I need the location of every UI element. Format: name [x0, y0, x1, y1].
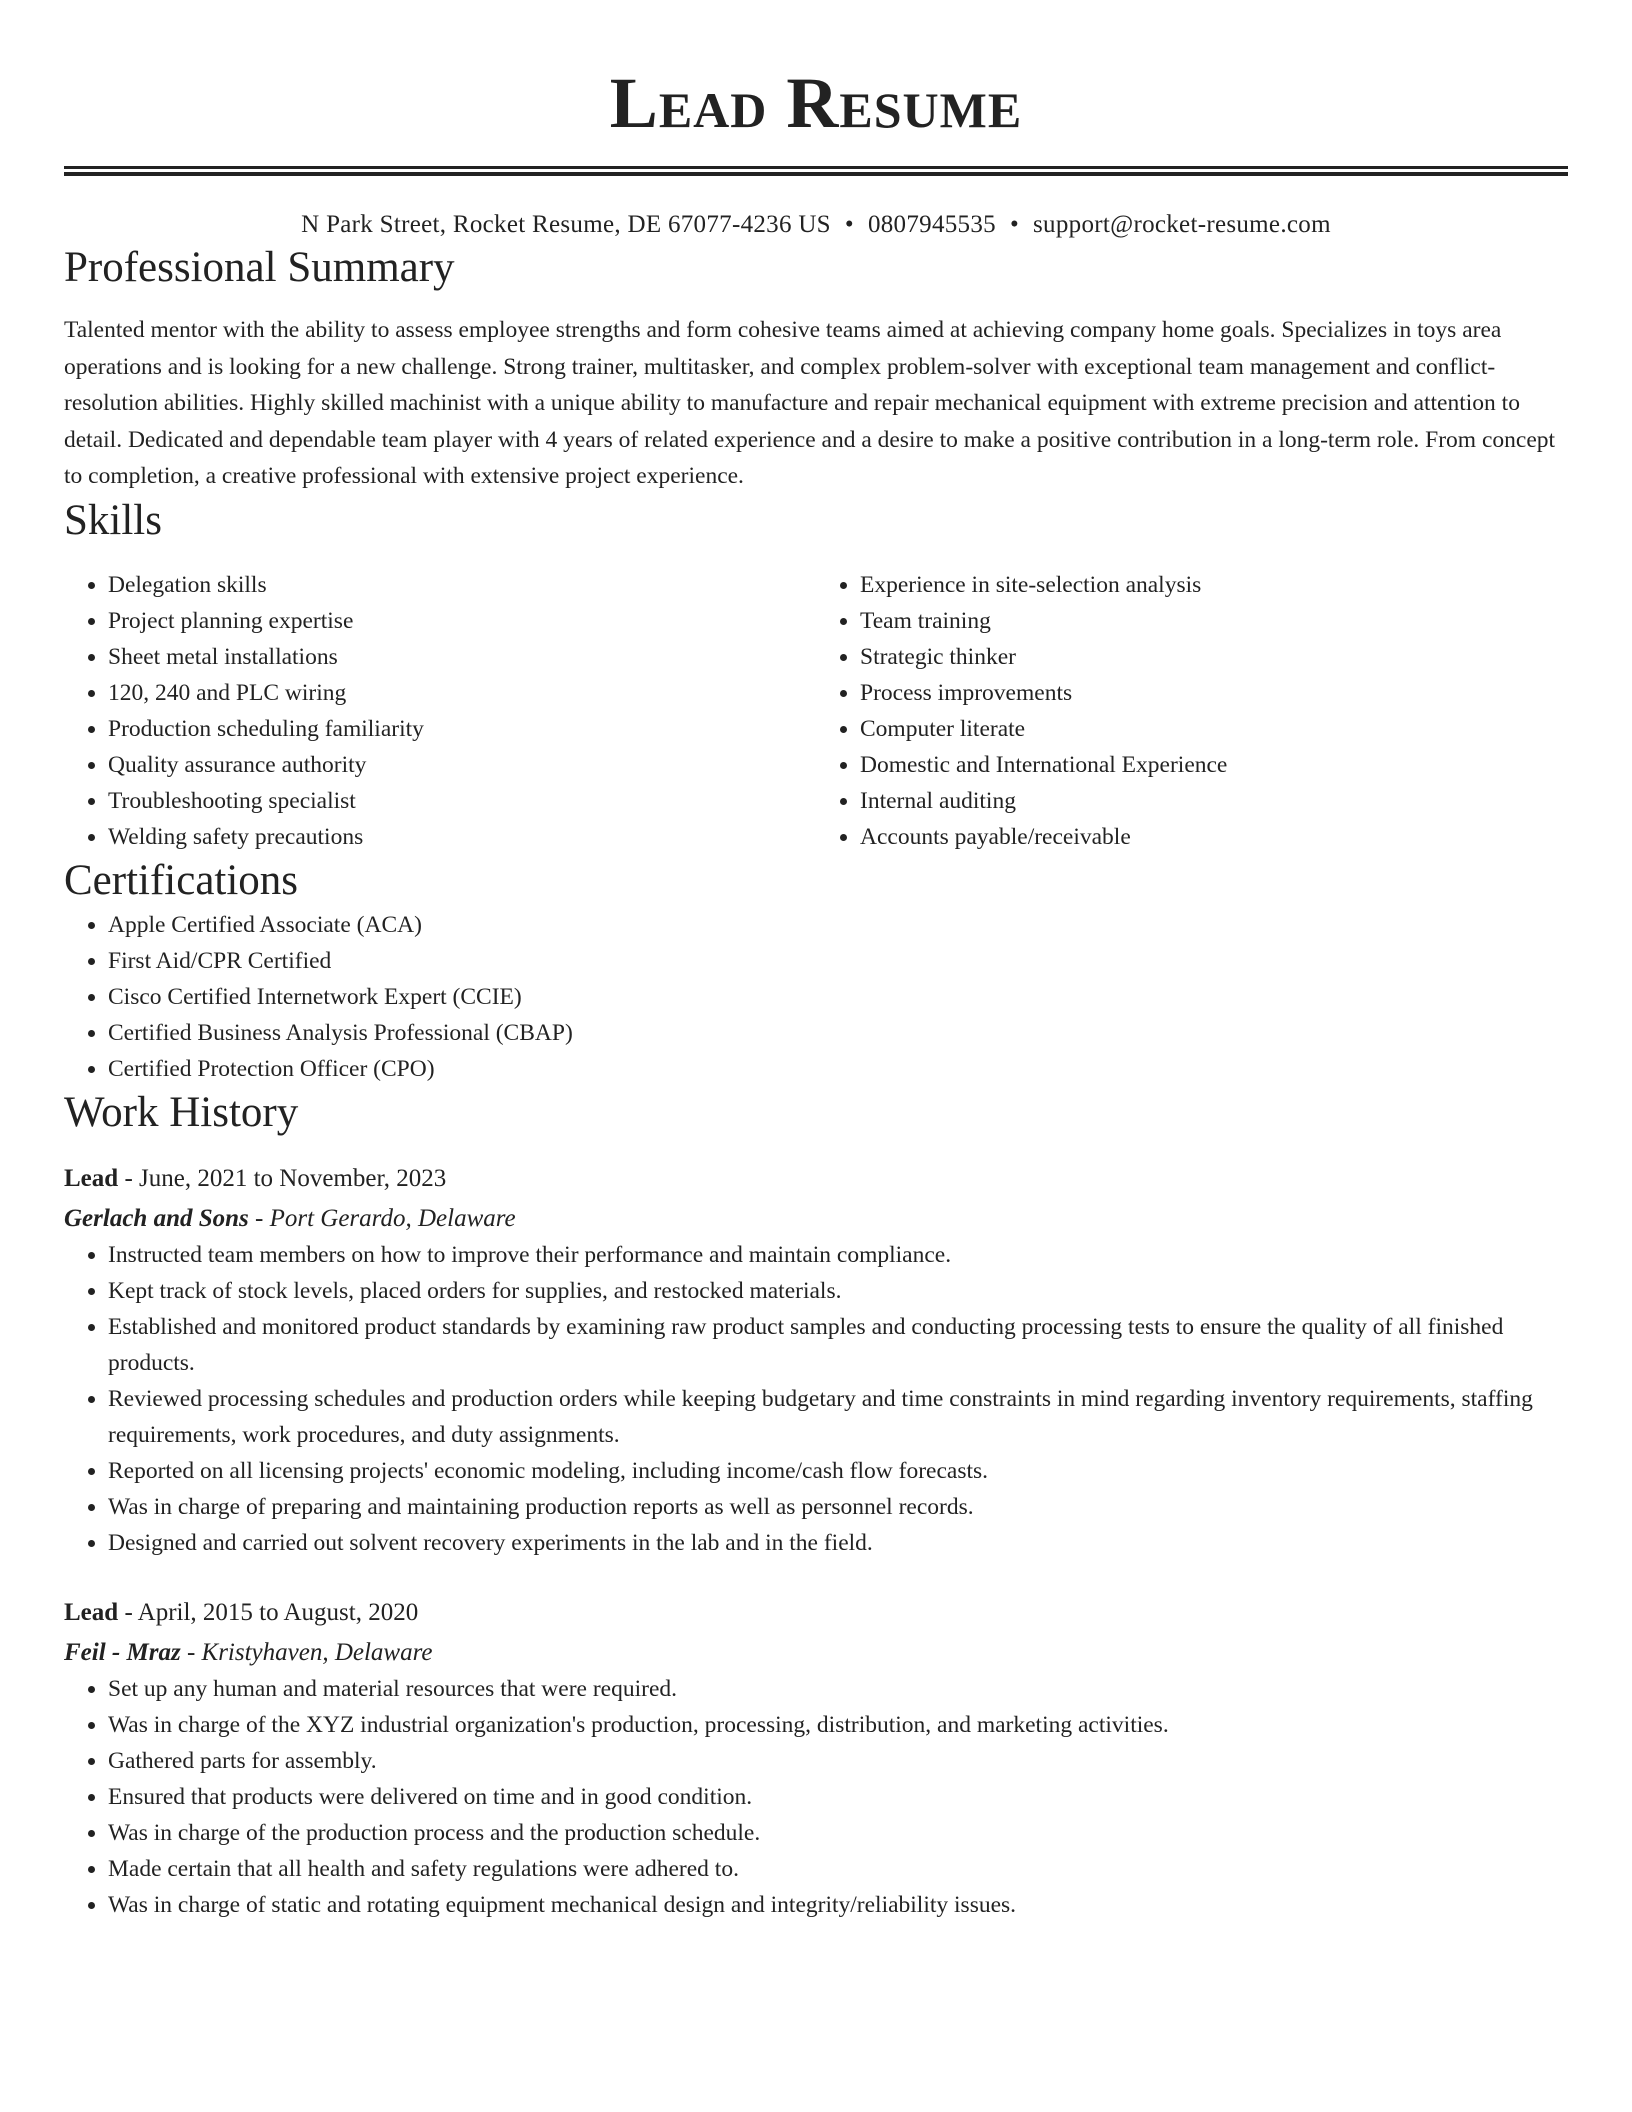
- job-dates: - June, 2021 to November, 2023: [118, 1164, 447, 1192]
- skill-item: • Production scheduling familiarity: [108, 711, 816, 747]
- certification-item: • First Aid/CPR Certified: [108, 943, 1568, 979]
- job-bullet: • Gathered parts for assembly.: [108, 1743, 1568, 1779]
- job-title: Lead: [64, 1598, 119, 1626]
- skill-item: • Delegation skills: [108, 567, 816, 603]
- job-bullet: • Was in charge of static and rotating equipment mechanical design and integrity/reliability issues.: [108, 1887, 1568, 1923]
- skill-item: • Process improvements: [860, 675, 1568, 711]
- skills-list-left: [64, 567, 816, 855]
- resume-title: Lead Resume: [609, 63, 1023, 143]
- skill-item: • Computer literate: [860, 711, 1568, 747]
- work-history-heading: Work History: [64, 1088, 299, 1136]
- job-location: - Kristyhaven, Delaware: [180, 1638, 433, 1666]
- job-bullet: • Established and monitored product standards by examining raw product samples and conducting processing tests to ensure the quality of all finished products.: [108, 1309, 1568, 1381]
- job-company-line: [64, 1635, 1568, 1671]
- skill-item: • Accounts payable/receivable: [860, 819, 1568, 855]
- job-company: Gerlach and Sons: [64, 1204, 249, 1232]
- skill-item: • Team training: [860, 603, 1568, 639]
- contact-separator: •: [844, 211, 854, 238]
- skill-item: • Sheet metal installations: [108, 639, 816, 675]
- skill-item: • Domestic and International Experience: [860, 747, 1568, 783]
- skill-item: • Strategic thinker: [860, 639, 1568, 675]
- contact-phone: 0807945535: [867, 211, 996, 238]
- certifications-heading: Certifications: [64, 856, 299, 904]
- skill-item: • Troubleshooting specialist: [108, 783, 816, 819]
- certification-item: • Cisco Certified Internetwork Expert (CCIE): [108, 979, 1568, 1015]
- skill-item: • Quality assurance authority: [108, 747, 816, 783]
- resume-page: [64, 0, 1568, 1923]
- summary-text: Talented mentor with the ability to assess employee strengths and form cohesive teams aimed at achieving company home goals. Specializes in toys area operations and is looking for a new challenge. Strong trainer, multitasker, and complex problem-solver with exceptional team management and conflict-resolution abilities. Highly skilled machinist with a unique ability to manufacture and repair mechanical equipment with extreme precision and attention to detail. Dedicated and dependable team player with 4 years of related experience and a desire to make a positive contribution in a long-term role. From concept to completion, a creative professional with extensive project experience.: [64, 317, 1556, 489]
- skill-item: • Welding safety precautions: [108, 819, 816, 855]
- skill-item: • Experience in site-selection analysis: [860, 567, 1568, 603]
- skill-item: • Project planning expertise: [108, 603, 816, 639]
- job-company: Feil - Mraz: [64, 1638, 181, 1666]
- contact-email: support@rocket-resume.com: [1033, 211, 1331, 238]
- job-entry: [64, 1161, 1568, 1561]
- certification-item: • Apple Certified Associate (ACA): [108, 907, 1568, 943]
- job-bullet-list: [64, 1671, 1568, 1923]
- certification-item: • Certified Protection Officer (CPO): [108, 1051, 1568, 1087]
- job-bullet: • Ensured that products were delivered on time and in good condition.: [108, 1779, 1568, 1815]
- job-title-line: [64, 1161, 1568, 1197]
- job-dates: - April, 2015 to August, 2020: [118, 1598, 419, 1626]
- contact-line: [64, 208, 1568, 242]
- job-bullet-list: [64, 1237, 1568, 1561]
- skill-item: • Internal auditing: [860, 783, 1568, 819]
- job-location: - Port Gerardo, Delaware: [248, 1204, 516, 1232]
- job-bullet: • Kept track of stock levels, placed orders for supplies, and restocked materials.: [108, 1273, 1568, 1309]
- job-bullet: • Was in charge of preparing and maintaining production reports as well as personnel records.: [108, 1489, 1568, 1525]
- job-bullet: • Instructed team members on how to improve their performance and maintain compliance.: [108, 1237, 1568, 1273]
- skills-grid: [64, 567, 1568, 855]
- title-double-rule: [64, 166, 1568, 176]
- certification-item: • Certified Business Analysis Professional (CBAP): [108, 1015, 1568, 1051]
- job-company-line: [64, 1201, 1568, 1237]
- job-bullet: • Set up any human and material resources that were required.: [108, 1671, 1568, 1707]
- job-title: Lead: [64, 1164, 119, 1192]
- skills-list-right: [816, 567, 1568, 855]
- job-bullet: • Made certain that all health and safety regulations were adhered to.: [108, 1851, 1568, 1887]
- skills-heading: Skills: [64, 496, 162, 544]
- certifications-list: [64, 907, 1568, 1087]
- skill-item: • 120, 240 and PLC wiring: [108, 675, 816, 711]
- job-title-line: [64, 1595, 1568, 1631]
- job-bullet: • Was in charge of the XYZ industrial organization's production, processing, distribution, and marketing activities.: [108, 1707, 1568, 1743]
- job-bullet: • Reported on all licensing projects' economic modeling, including income/cash flow forecasts.: [108, 1453, 1568, 1489]
- job-bullet: • Was in charge of the production process and the production schedule.: [108, 1815, 1568, 1851]
- contact-address: N Park Street, Rocket Resume, DE 67077-4236 US: [301, 211, 831, 238]
- job-bullet: • Designed and carried out solvent recovery experiments in the lab and in the field.: [108, 1525, 1568, 1561]
- job-bullet: • Reviewed processing schedules and production orders while keeping budgetary and time constraints in mind regarding inventory requirements, staffing requirements, work procedures, and duty assignments.: [108, 1381, 1568, 1453]
- summary-heading: Professional Summary: [64, 244, 455, 291]
- contact-separator: •: [1009, 211, 1020, 238]
- job-entry: [64, 1595, 1568, 1923]
